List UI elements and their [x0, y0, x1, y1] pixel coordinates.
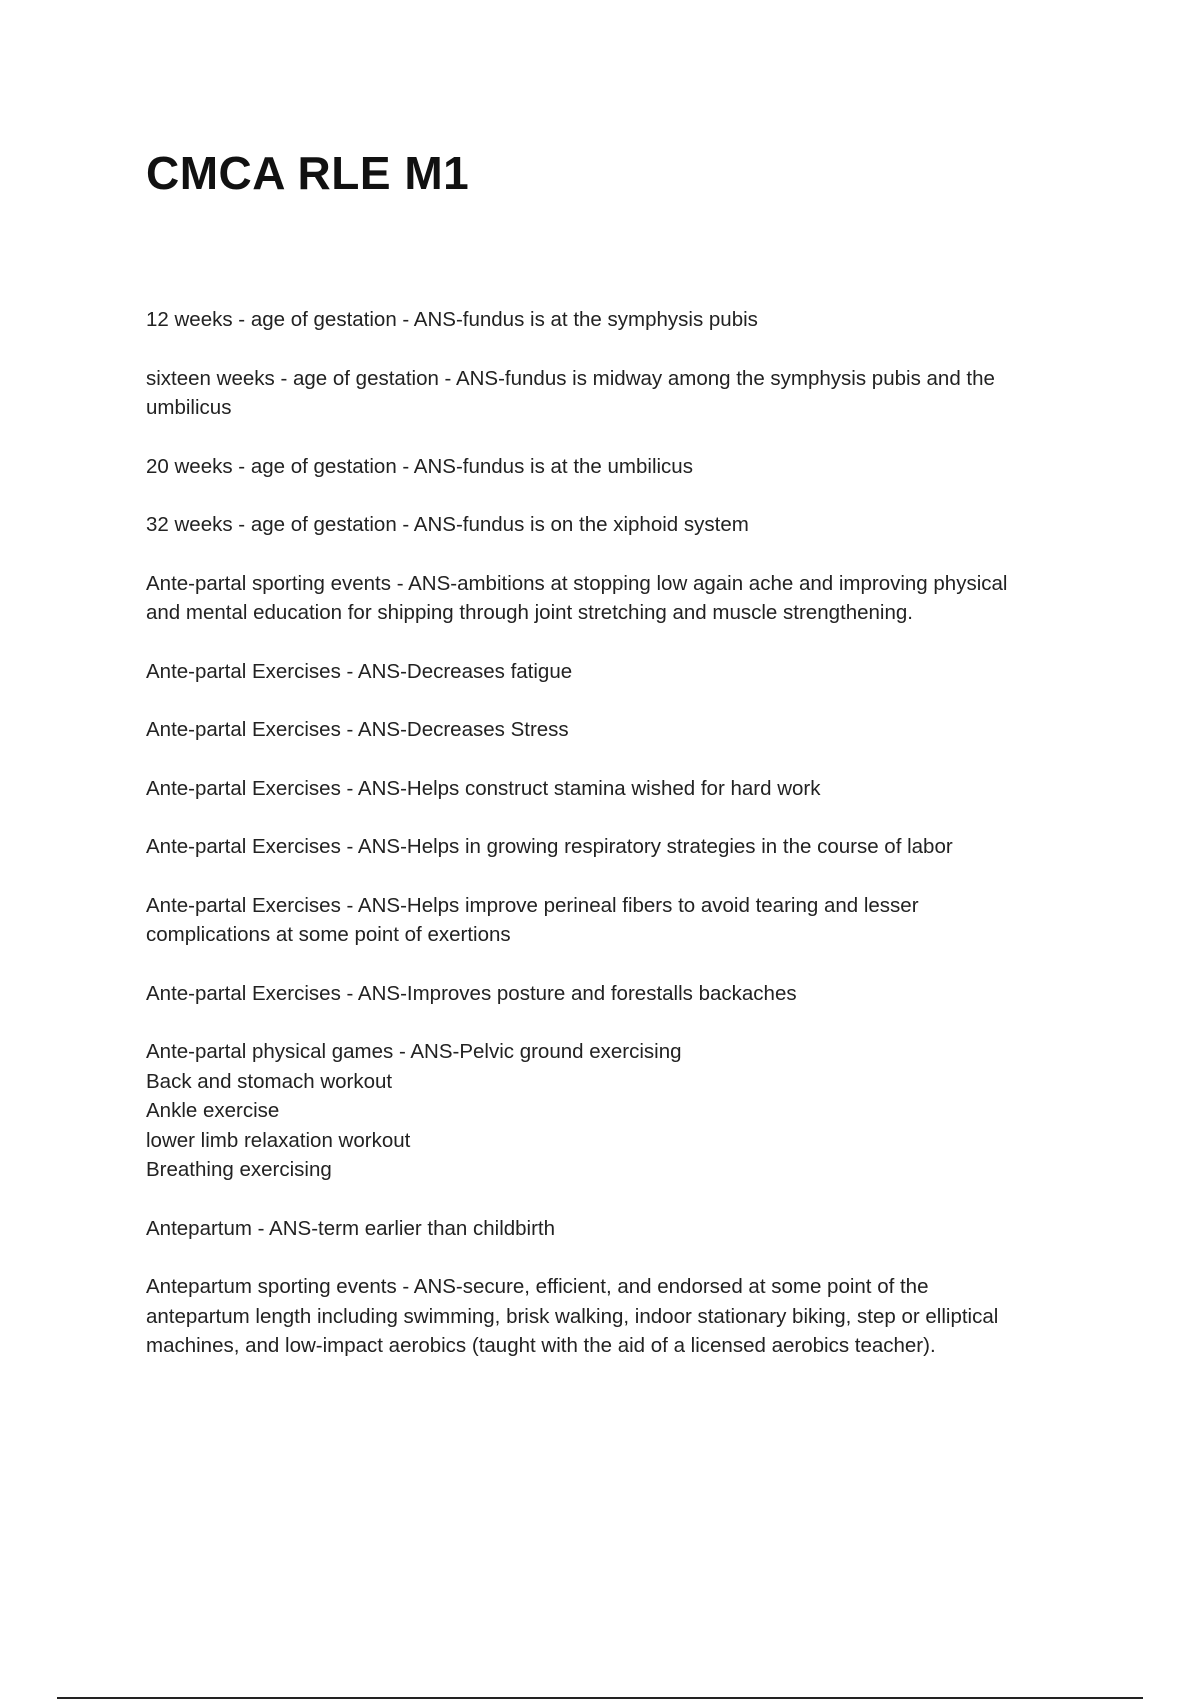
flashcard-entry	[146, 891, 1091, 950]
entry-line: machines, and low-impact aerobics (taught with the aid of a licensed aerobics teacher).	[146, 1334, 936, 1357]
entry-line: Ante-partal Exercises - ANS-Helps in growing respiratory strategies in the course of labor	[146, 835, 953, 858]
flashcard-entry	[146, 1214, 1091, 1244]
flashcard-list	[146, 305, 1091, 1390]
entry-line: Antepartum - ANS-term earlier than childbirth	[146, 1216, 556, 1240]
entry-line: Antepartum sporting events - ANS-secure, efficient, and endorsed at some point of the	[146, 1275, 929, 1298]
flashcard-entry	[146, 510, 1091, 540]
flashcard-entry	[146, 364, 1091, 423]
entry-line: 32 weeks - age of gestation - ANS-fundus is on the xiphoid system	[146, 513, 749, 536]
entry-line: Ante-partal Exercises - ANS-Improves posture and forestalls backaches	[146, 981, 797, 1005]
flashcard-entry	[146, 979, 1091, 1009]
entry-line: Back and stomach workout	[146, 1069, 393, 1093]
entry-line: Ante-partal Exercises - ANS-Helps improve perineal fibers to avoid tearing and lesser	[146, 893, 919, 917]
entry-line: Ante-partal Exercises - ANS-Decreases fatigue	[146, 659, 573, 683]
entry-line: umbilicus	[146, 396, 232, 419]
flashcard-entry	[146, 305, 1091, 335]
flashcard-entry	[146, 774, 1091, 804]
flashcard-entry	[146, 715, 1091, 745]
entry-line: 20 weeks - age of gestation - ANS-fundus is at the umbilicus	[146, 454, 693, 478]
flashcard-entry	[146, 832, 1091, 862]
flashcard-entry	[146, 1272, 1091, 1361]
page-bottom-divider	[57, 1697, 1143, 1699]
entry-line: Ante-partal sporting events - ANS-ambitions at stopping low again ache and improving physical	[146, 571, 1008, 595]
document-title: CMCA RLE M1	[146, 147, 470, 199]
flashcard-entry	[146, 452, 1091, 482]
flashcard-entry	[146, 1037, 1091, 1185]
entry-line: and mental education for shipping through joint stretching and muscle strengthening.	[146, 601, 913, 624]
entry-line: Breathing exercising	[146, 1158, 332, 1181]
entry-line: sixteen weeks - age of gestation - ANS-fundus is midway among the symphysis pubis and the	[146, 366, 995, 390]
entry-line: Ante-partal physical games - ANS-Pelvic ground exercising	[146, 1040, 682, 1063]
entry-line: Ante-partal Exercises - ANS-Decreases Stress	[146, 718, 569, 741]
entry-line: antepartum length including swimming, brisk walking, indoor stationary biking, step or elliptical	[146, 1304, 999, 1328]
entry-line: lower limb relaxation workout	[146, 1128, 411, 1152]
entry-line: Ankle exercise	[146, 1099, 280, 1122]
entry-line: complications at some point of exertions	[146, 923, 511, 946]
flashcard-entry	[146, 569, 1091, 628]
entry-line: 12 weeks - age of gestation - ANS-fundus is at the symphysis pubis	[146, 308, 758, 331]
entry-line: Ante-partal Exercises - ANS-Helps construct stamina wished for hard work	[146, 776, 821, 800]
flashcard-entry	[146, 657, 1091, 687]
